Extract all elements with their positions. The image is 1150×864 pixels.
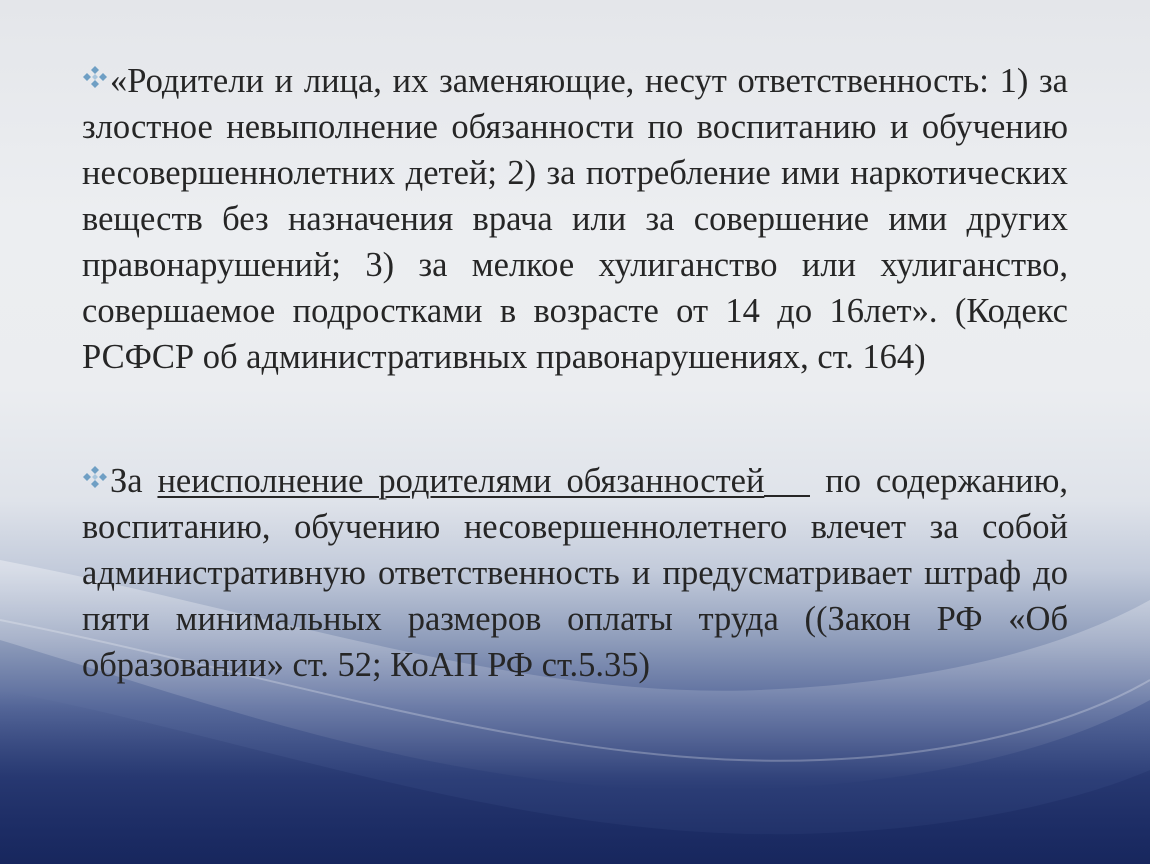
bullet-2-text-after: по содержанию, воспитанию, обучению несовершеннолетнего влечет за собой административную ответственность и предусматривает штраф до пяти минимальных размеров оплаты труда ((Закон РФ «Об образовании» ст. 52; КоАП РФ ст.5.35)	[82, 462, 1068, 684]
bullet-2	[82, 458, 1068, 688]
diamond-cluster-icon	[82, 66, 108, 88]
bullet-2-underlined-phrase: неисполнение родителями обязанностей	[157, 462, 765, 500]
bullet-1-text: «Родители и лица, их заменяющие, несут ответственность: 1) за злостное невыполнение обязанности по воспитанию и обучению несовершеннолетних детей; 2) за потребление ими наркотических веществ без назначения врача или за совершение ими других правонарушений; 3) за мелкое хулиганство или хулиганство, совершаемое подростками в возрасте от 14 до 16лет». (Кодекс РСФСР об административных правонарушениях, ст. 164)	[82, 62, 1068, 376]
bullet-2-text-before: За	[110, 462, 143, 500]
underline-extension	[764, 494, 810, 497]
diamond-cluster-icon	[82, 466, 108, 488]
bullet-1	[82, 58, 1068, 380]
